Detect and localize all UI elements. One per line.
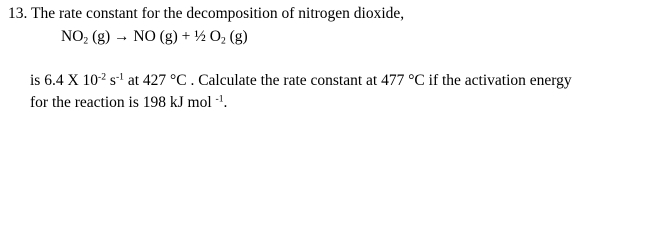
product-1: NO: [133, 28, 156, 45]
product-2-state: (g): [229, 28, 248, 45]
question-body-text: at 427 °C . Calculate the rate constant at 477 °C if the activation energy: [123, 72, 572, 89]
chemical-equation: [61, 27, 248, 47]
activation-energy-text: for the reaction is 198 kJ mol: [30, 94, 216, 111]
exponent-1: -2: [98, 71, 107, 83]
question-body-line-2: [30, 93, 227, 113]
plus-sign: +: [181, 28, 191, 45]
exponent-2: -1: [115, 71, 124, 83]
question-line-1: [8, 4, 404, 24]
exponent-3: -1: [215, 93, 224, 105]
reactant: $NO_2$: [61, 28, 89, 47]
rate-value: is 6.4 X 10: [30, 72, 99, 89]
question-body-line-1: [30, 71, 572, 91]
reaction-arrow-icon: →: [114, 28, 130, 45]
question-intro: The rate constant for the decomposition of nitrogen dioxide,: [30, 5, 405, 22]
product-1-state: (g): [159, 28, 178, 45]
unit-s: s: [106, 72, 116, 89]
coefficient: ½: [194, 28, 206, 45]
product-2: $O_2$: [209, 28, 226, 47]
reactant-state: (g): [92, 28, 111, 45]
end-period: .: [223, 94, 228, 111]
question-number: 13.: [8, 5, 28, 22]
